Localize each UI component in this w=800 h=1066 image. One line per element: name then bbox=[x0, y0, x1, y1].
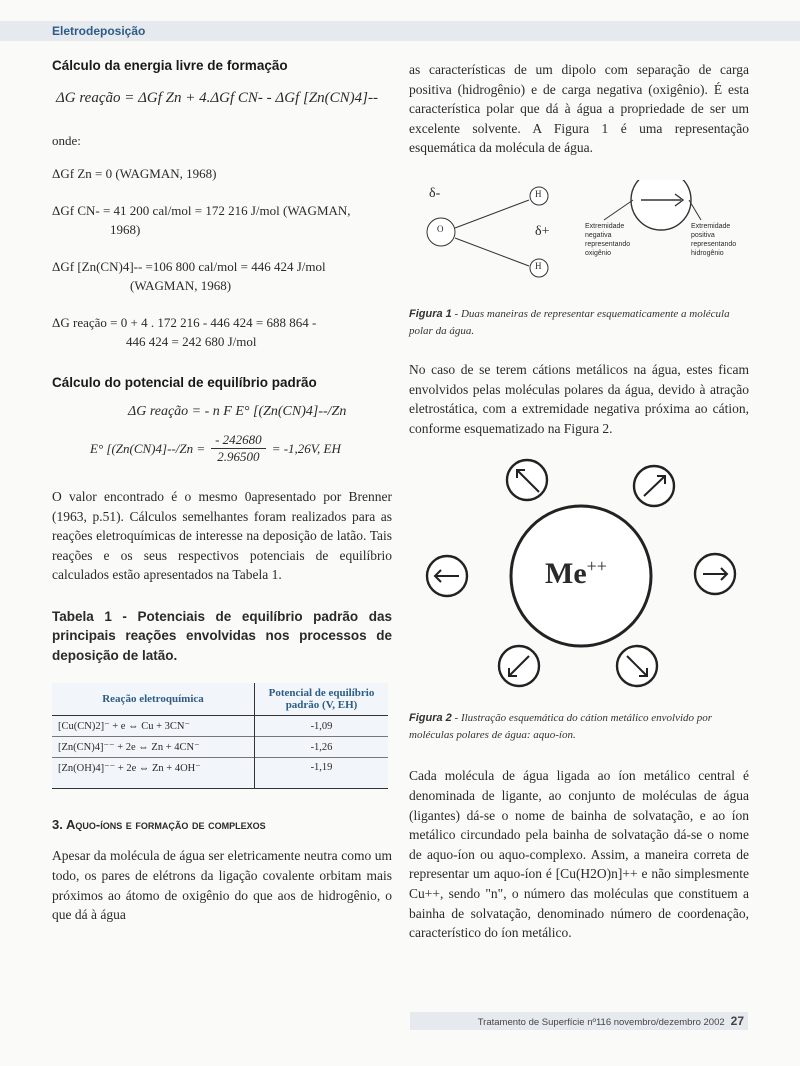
heading-free-energy: Cálculo da energia livre de formação bbox=[52, 58, 288, 73]
figure-2-caption bbox=[409, 710, 749, 744]
oxygen-label: O bbox=[437, 223, 444, 234]
delta-minus-label: δ- bbox=[429, 185, 441, 201]
delta-plus-label: δ+ bbox=[535, 223, 550, 239]
footer bbox=[410, 1012, 748, 1030]
fraction-numerator: - 242680 bbox=[211, 432, 266, 449]
col-header-potential: Potencial de equilíbrio padrão (V, EH) bbox=[268, 687, 375, 712]
table-1 bbox=[52, 683, 388, 789]
paragraph-brenner: O valor encontrado é o mesmo 0apresentado por Brenner (1963, p.51). Cálculos semelhantes foram realizados para as reações eletroquímicas de interesse na deposição de latão. Tais reações e os seus respectivos potenciais de equilíbrio calculados estão apresentados na Tabela 1. bbox=[52, 489, 392, 583]
equation-2: ΔG reação = - n F E° [(Zn(CN)4]--/Zn bbox=[128, 404, 347, 419]
value-line-complex-ref: (WAGMAN, 1968) bbox=[130, 278, 232, 293]
figure-2-caption-label: Figura 2 bbox=[409, 712, 452, 725]
paragraph-water-molecule: Apesar da molécula de água ser eletricamente neutra como um todo, os pares de elétrons da ligação covalente orbitam mais próximos ao átomo de oxigênio do que aos de hidrogênio, o que dá à água bbox=[52, 848, 392, 923]
value-line-reaction: ΔG reação = 0 + 4 . 172 216 - 446 424 = 688 864 - bbox=[52, 315, 317, 330]
fraction bbox=[211, 432, 266, 465]
figure-1-caption-text: - Duas maneiras de representar esquematicamente a molécula polar da água. bbox=[409, 307, 730, 337]
negative-end-label: Extremidade negativa representando oxigênio bbox=[585, 222, 631, 257]
equation-3 bbox=[52, 432, 392, 465]
value-line-reaction-result: 446 424 = 242 680 J/mol bbox=[126, 334, 257, 349]
cell-reaction: [Cu(CN)2]⁻ + e ⇔ Cu + 3CN⁻ bbox=[52, 716, 255, 737]
equation-3-rhs: = -1,26V, EH bbox=[271, 440, 341, 456]
metal-symbol: Me bbox=[545, 557, 587, 591]
figure-2 bbox=[409, 456, 749, 692]
value-line-zn: ΔGf Zn = 0 (WAGMAN, 1968) bbox=[52, 166, 217, 181]
table-1-title: Tabela 1 - Potenciais de equilíbrio padrão das principais reações envolvidas nos processos de deposição de latão. bbox=[52, 608, 392, 663]
heading-aquo-ions: 3. Aquo-íons e formação de complexos bbox=[52, 817, 266, 833]
metal-charge: ++ bbox=[586, 556, 607, 577]
left-column bbox=[52, 58, 392, 925]
table-header-row bbox=[52, 683, 388, 716]
heading-potential: Cálculo do potencial de equilíbrio padrão bbox=[52, 375, 317, 390]
table-row bbox=[52, 737, 388, 758]
equation-1: ΔG reação = ΔGf Zn + 4.ΔGf CN- - ΔGf [Zn(CN)4]-- bbox=[56, 90, 378, 106]
fraction-denominator: 2.96500 bbox=[217, 449, 260, 464]
footer-text: Tratamento de Superfície nº116 novembro/dezembro 2002 bbox=[477, 1017, 725, 1028]
paragraph-cations: No caso de se terem cátions metálicos na água, estes ficam envolvidos pelas moléculas polares da água, devido à atração eletrostática, com a extremidade negativa próxima ao cátion, conforme esquematizado na Figura 2. bbox=[409, 361, 749, 436]
figure-1 bbox=[409, 180, 749, 290]
col-header-reaction: Reação eletroquímica bbox=[52, 683, 255, 716]
right-column bbox=[409, 60, 749, 943]
cell-potential: -1,09 bbox=[310, 720, 333, 732]
figure-1-caption-label: Figura 1 bbox=[409, 307, 452, 320]
value-line-cn: ΔGf CN- = 41 200 cal/mol = 172 216 J/mol (WAGMAN, bbox=[52, 203, 351, 218]
onde-label: onde: bbox=[52, 133, 81, 148]
paragraph-dipole: as características de um dipolo com separação de carga positiva (hidrogênio) e de carga negativa (oxigênio). É esta característica polar que dá à água a propriedade de ser um excelente solvente. A Figura 1 é uma representação esquemática da molécula de água. bbox=[409, 62, 749, 156]
positive-end-label: Extremidade positiva representando hidrogênio bbox=[691, 222, 737, 257]
figure-1-caption bbox=[409, 306, 749, 340]
hydrogen-label-bottom: H bbox=[535, 260, 542, 271]
value-line-cn-ref: 1968) bbox=[110, 222, 141, 237]
table-row bbox=[52, 716, 388, 737]
cell-potential: -1,19 bbox=[310, 762, 333, 774]
section-label: Eletrodeposição bbox=[52, 24, 146, 38]
page-number: 27 bbox=[730, 1014, 744, 1028]
paragraph-ligands: Cada molécula de água ligada ao íon metálico central é denominada de ligante, ao conjunto de moléculas de água (ligantes) dá-se o nome de bainha de solvatação, e ao íon metálico circundado pela bainha de solvatação dá-se o nome de aquo-íon ou aquo-complexo. Assim, a maneira correta de representar um aquo-íon é [Cu(H2O)n]++ e não simplesmente Cu++, sendo "n", o número das moléculas que constituem a bainha de solvatação, denominado número de coordenação, característico do íon metálico. bbox=[409, 768, 749, 941]
hydrogen-label-top: H bbox=[535, 188, 542, 199]
cell-reaction: [Zn(CN)4]⁻⁻ + 2e ⇔ Zn + 4CN⁻ bbox=[52, 737, 255, 758]
cell-potential: -1,26 bbox=[310, 741, 333, 753]
cell-reaction: [Zn(OH)4]⁻⁻ + 2e ⇔ Zn + 4OH⁻ bbox=[52, 758, 255, 789]
figure-2-caption-text: - Ilustração esquemática do cátion metálico envolvido por moléculas polares de água: aquo-íon. bbox=[409, 712, 713, 742]
value-line-complex: ΔGf [Zn(CN)4]-- =106 800 cal/mol = 446 424 J/mol bbox=[52, 259, 326, 274]
table-row bbox=[52, 758, 388, 789]
equation-3-lhs: E° [(Zn(CN)4]--/Zn = bbox=[90, 440, 206, 456]
metal-ion-label bbox=[545, 556, 607, 591]
